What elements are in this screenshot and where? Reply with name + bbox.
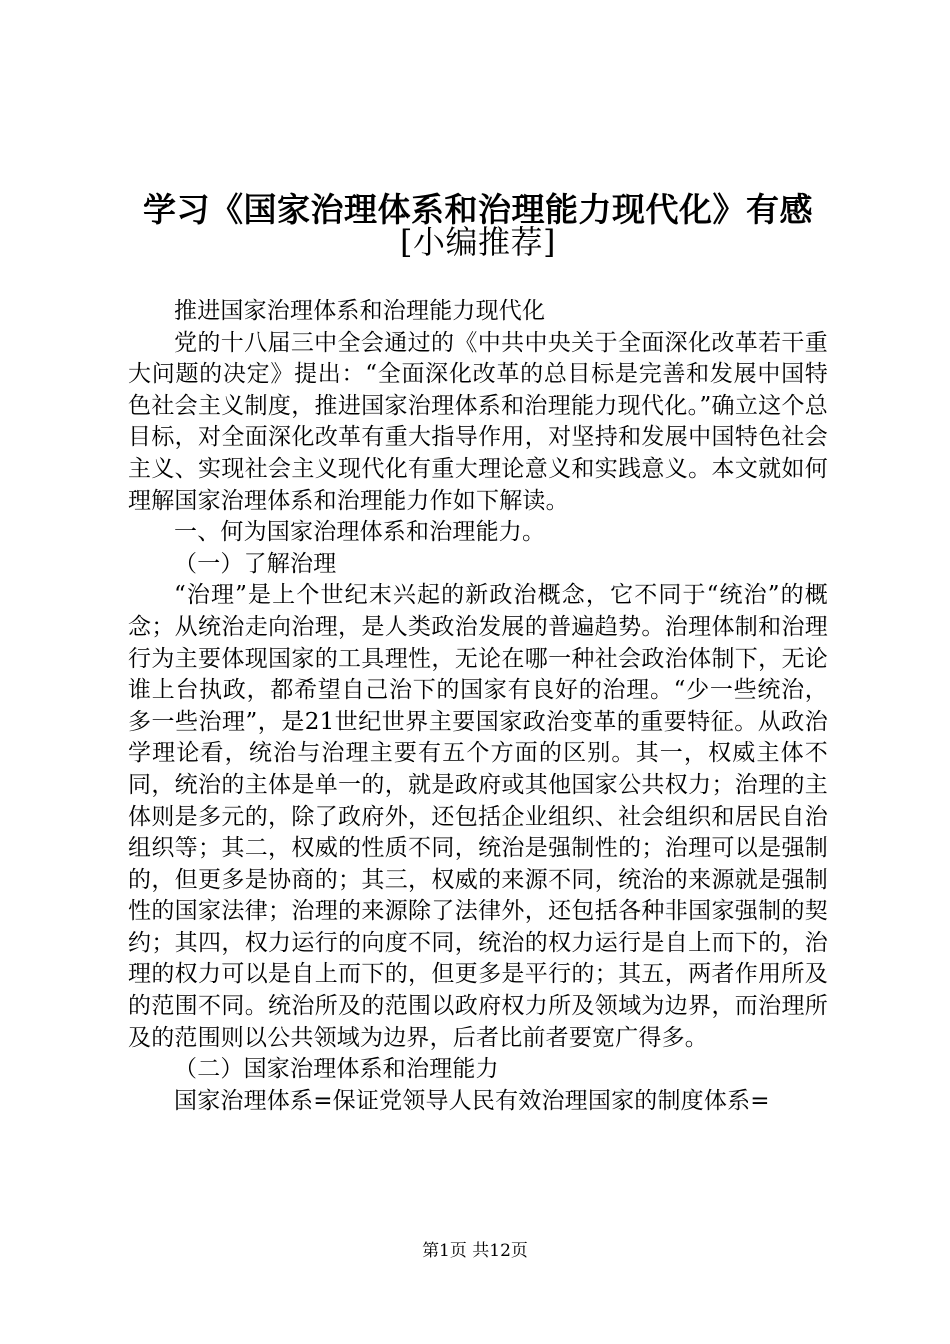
subsection-heading: （二）国家治理体系和治理能力 <box>174 1056 499 1083</box>
document-body <box>128 296 828 1117</box>
document-title-tag: [小编推荐] <box>400 223 556 261</box>
document-title: 学习《国家治理体系和治理能力现代化》有感 <box>143 190 813 229</box>
paragraph: 党的十八届三中全会通过的《中共中央关于全面深化改革若干重大问题的决定》提出：“全面深化改革的总目标是完善和发展中国特色社会主义制度，推进国家治理体系和治理能力现代化。”确立这个总目标，对全面深化改革有重大指导作用，对坚持和发展中国特色社会主义、实现社会主义现代化有重大理论意义和实践意义。本文就如何理解国家治理体系和治理能力作如下解读。 <box>128 329 828 514</box>
subsection-heading: （一）了解治理 <box>174 550 337 577</box>
page-number-footer: 第1页 共12页 <box>422 1241 528 1261</box>
paragraph: “治理”是上个世纪末兴起的新政治概念，它不同于“统治”的概念；从统治走向治理，是人类政治发展的普遍趋势。治理体制和治理行为主要体现国家的工具理性，无论在哪一种社会政治体制下，无论谁上台执政，都希望自己治下的国家有良好的治理。“少一些统治，多一些治理”，是21世纪世界主要国家政治变革的重要特征。从政治学理论看，统治与治理主要有五个方面的区别。其一，权威主体不同，统治的主体是单一的，就是政府或其他国家公共权力；治理的主体则是多元的，除了政府外，还包括企业组织、社会组织和居民自治组织等；其二，权威的性质不同，统治是强制性的；治理可以是强制的，但更多是协商的；其三，权威的来源不同，统治的来源就是强制性的国家法律；治理的来源除了法律外，还包括各种非国家强制的契约；其四，权力运行的向度不同，统治的权力运行是自上而下的，治理的权力可以是自上而下的，但更多是平行的；其五，两者作用所及的范围不同。统治所及的范围以政府权力所及领域为边界，而治理所及的范围则以公共领域为边界，后者比前者要宽广得多。 <box>128 582 828 1051</box>
paragraph: 国家治理体系=保证党领导人民有效治理国家的制度体系= <box>174 1087 770 1114</box>
paragraph-heading: 推进国家治理体系和治理能力现代化 <box>174 298 546 324</box>
section-heading: 一、何为国家治理体系和治理能力。 <box>174 519 546 546</box>
